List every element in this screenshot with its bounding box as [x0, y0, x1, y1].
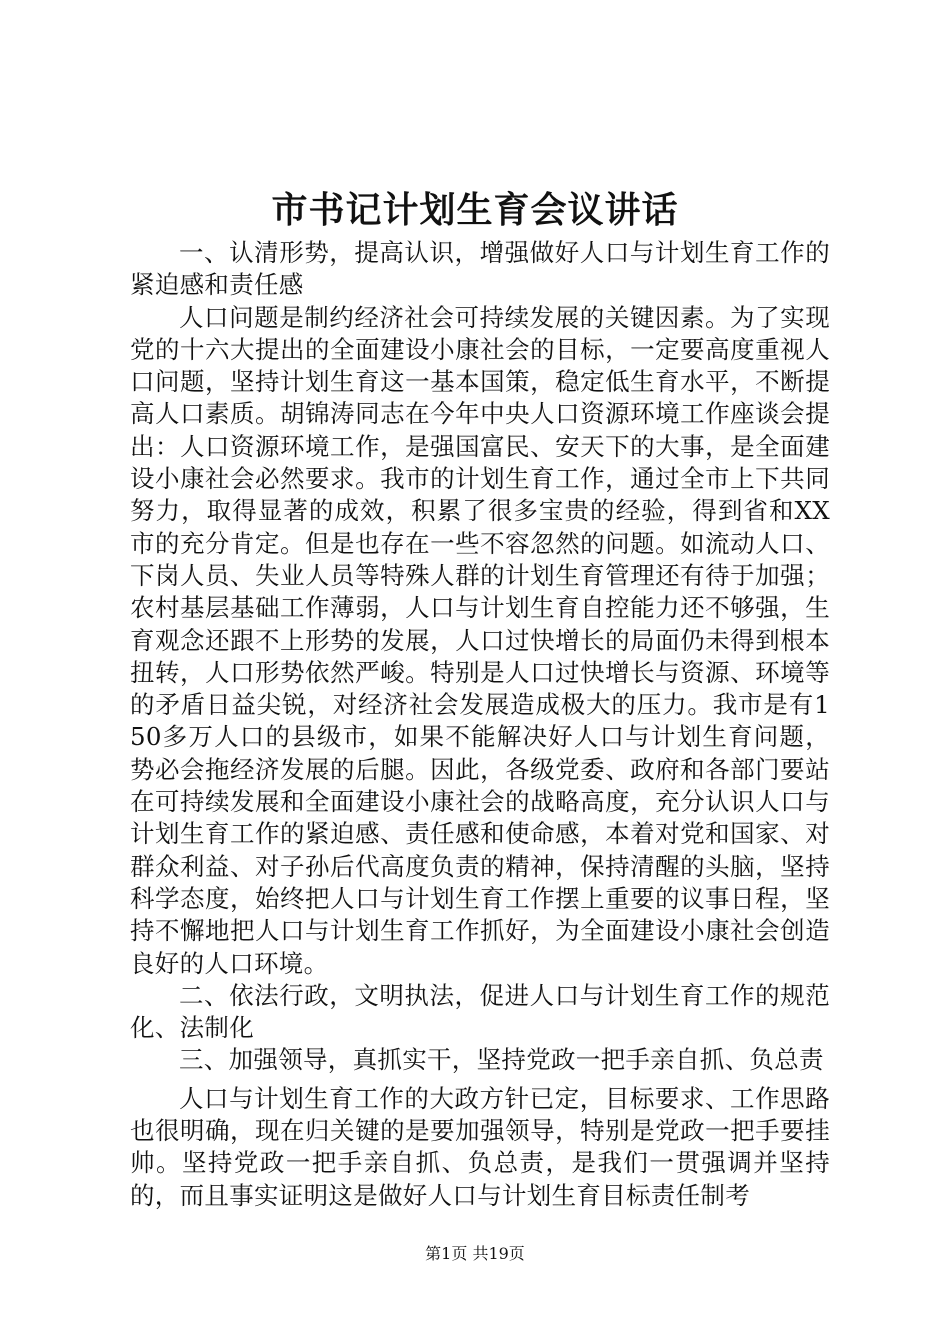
section-heading-2: 二、依法行政，文明执法，促进人口与计划生育工作的规范化、法制化 [130, 980, 830, 1043]
document-body [130, 237, 830, 1212]
document-title: 市书记计划生育会议讲话 [271, 189, 679, 231]
section-heading-1: 一、认清形势，提高认识，增强做好人口与计划生育工作的紧迫感和责任感 [130, 238, 830, 300]
page-number: 第1页 共19页 [425, 1244, 525, 1263]
paragraph-1: 人口问题是制约经济社会可持续发展的关键因素。为了实现党的十六大提出的全面建设小康社会的目标，一定要高度重视人口问题，坚持计划生育这一基本国策，稳定低生育水平，不断提高人口素质。胡锦涛同志在今年中央人口资源环境工作座谈会提出：人口资源环境工作，是强国富民、安天下的大事，是全面建设小康社会必然要求。我市的计划生育工作，通过全市上下共同努力，取得显著的成效，积累了很多宝贵的经验，得到省和XX市的充分肯定。但是也存在一些不容忽然的问题。如流动人口、下岗人员、失业人员等特殊人群的计划生育管理还有待于加强；农村基层基础工作薄弱，人口与计划生育自控能力还不够强，生育观念还跟不上形势的发展，人口过快增长的局面仍未得到根本扭转，人口形势依然严峻。特别是人口过快增长与资源、环境等的矛盾日益尖锐，对经济社会发展造成极大的压力。我市是有150多万人口的县级市，如果不能解决好人口与计划生育问题，势必会拖经济发展的后腿。因此，各级党委、政府和各部门要站在可持续发展和全面建设小康社会的战略高度，充分认识人口与计划生育工作的紧迫感、责任感和使命感，本着对党和国家、对群众利益、对子孙后代高度负责的精神，保持清醒的头脑，坚持科学态度，始终把人口与计划生育工作摆上重要的议事日程，坚持不懈地把人口与计划生育工作抓好，为全面建设小康社会创造良好的人口环境。 [130, 302, 830, 978]
section-heading-3: 三、加强领导，真抓实干，坚持党政一把手亲自抓、负总责 [179, 1045, 824, 1075]
paragraph-2: 人口与计划生育工作的大政方针已定，目标要求、工作思路也很明确，现在归关键的是要加强领导，特别是党政一把手要挂帅。坚持党政一把手亲自抓、负总责，是我们一贯强调并坚持的，而且事实证明这是做好人口与计划生育目标责任制考 [130, 1083, 830, 1210]
